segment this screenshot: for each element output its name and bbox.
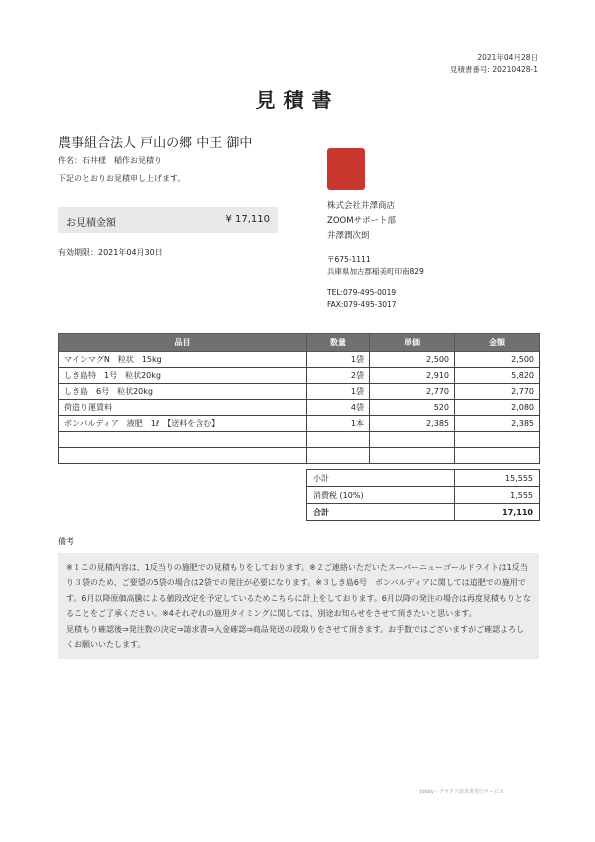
cell-quantity: 4袋 bbox=[307, 400, 370, 416]
cell-unit-price: 2,770 bbox=[370, 384, 455, 400]
cell-item-name: 荷造り運賃料 bbox=[59, 400, 307, 416]
table-row bbox=[59, 352, 540, 368]
sender-company: 株式会社井澤商店 bbox=[327, 201, 396, 211]
subtotal-label: 小計 bbox=[307, 470, 455, 487]
validity-date: 有効期限：2021年04月30日 bbox=[58, 248, 163, 257]
line-items-table bbox=[58, 333, 540, 464]
grand-total-label: 合計 bbox=[307, 504, 455, 521]
subject-line: 件名：石井様 稲作お見積り bbox=[58, 156, 162, 165]
cell-quantity bbox=[307, 432, 370, 448]
grand-total-value: 17,110 bbox=[455, 504, 540, 521]
column-header-amount: 金額 bbox=[455, 334, 540, 352]
cell-amount bbox=[455, 448, 540, 464]
cell-amount: 5,820 bbox=[455, 368, 540, 384]
quote-total-box bbox=[58, 207, 278, 233]
table-row bbox=[59, 416, 540, 432]
cell-quantity bbox=[307, 448, 370, 464]
quote-number: 見積書番号: 20210428-1 bbox=[449, 65, 538, 74]
cell-quantity: 1袋 bbox=[307, 384, 370, 400]
notes-title: 備考 bbox=[58, 537, 74, 546]
recipient-name: 農事組合法人 戸山の郷 中王 御中 bbox=[58, 136, 253, 151]
table-row bbox=[59, 432, 540, 448]
sender-person: 井澤潤次朗 bbox=[327, 231, 370, 241]
cell-item-name bbox=[59, 448, 307, 464]
tax-row bbox=[307, 487, 540, 504]
table-row bbox=[59, 384, 540, 400]
quote-total-value: ¥ 17,110 bbox=[225, 214, 270, 225]
footer-branding: Jobby - クラウド請求書発行サービス bbox=[420, 789, 504, 795]
notes-box bbox=[58, 553, 539, 659]
cell-quantity: 1本 bbox=[307, 416, 370, 432]
company-seal-stamp bbox=[327, 148, 365, 190]
table-row bbox=[59, 400, 540, 416]
cell-item-name bbox=[59, 432, 307, 448]
cell-unit-price: 520 bbox=[370, 400, 455, 416]
subtotal-row bbox=[307, 470, 540, 487]
column-header-item: 品目 bbox=[59, 334, 307, 352]
table-row bbox=[59, 368, 540, 384]
sender-address: 兵庫県加古郡稲美町印南829 bbox=[327, 267, 424, 276]
subtotal-value: 15,555 bbox=[455, 470, 540, 487]
quote-total-label: お見積金額 bbox=[66, 218, 116, 229]
cell-item-name: しき島特 1号 粒状20kg bbox=[59, 368, 307, 384]
cell-amount: 2,080 bbox=[455, 400, 540, 416]
cell-item-name: しき島 6号 粒状20kg bbox=[59, 384, 307, 400]
table-header-row bbox=[59, 334, 540, 352]
tax-label: 消費税 (10%) bbox=[307, 487, 455, 504]
cell-amount: 2,385 bbox=[455, 416, 540, 432]
cell-amount bbox=[455, 432, 540, 448]
table-row bbox=[59, 448, 540, 464]
column-header-unit-price: 単価 bbox=[370, 334, 455, 352]
cell-unit-price: 2,385 bbox=[370, 416, 455, 432]
cell-quantity: 2袋 bbox=[307, 368, 370, 384]
cell-unit-price bbox=[370, 432, 455, 448]
document-title: 見積書 bbox=[255, 88, 340, 112]
cell-amount: 2,770 bbox=[455, 384, 540, 400]
sender-postal: 〒675-1111 bbox=[327, 255, 371, 264]
cell-unit-price bbox=[370, 448, 455, 464]
issue-date: 2021年04月28日 bbox=[477, 53, 538, 62]
column-header-quantity: 数量 bbox=[307, 334, 370, 352]
notes-paragraph: 見積もり確認後⇒発注数の決定⇒請求書⇒入金確認⇒商品発送の段取りをさせて頂きます。お手数ではございますがご確認よろしくお願いいたします。 bbox=[66, 624, 525, 650]
summary-table bbox=[306, 469, 540, 521]
grand-total-row bbox=[307, 504, 540, 521]
cell-item-name: マインマグN 粒状 15kg bbox=[59, 352, 307, 368]
cell-unit-price: 2,910 bbox=[370, 368, 455, 384]
cell-quantity: 1袋 bbox=[307, 352, 370, 368]
cell-unit-price: 2,500 bbox=[370, 352, 455, 368]
tax-value: 1,555 bbox=[455, 487, 540, 504]
cell-amount: 2,500 bbox=[455, 352, 540, 368]
sender-department: ZOOMサポート部 bbox=[327, 216, 397, 226]
intro-text: 下記のとおりお見積申し上げます。 bbox=[58, 174, 186, 183]
cell-item-name: ボンバルディア 液肥 1ℓ 【送料を含む】 bbox=[59, 416, 307, 432]
sender-fax: FAX:079-495-3017 bbox=[327, 300, 397, 309]
notes-paragraph: ※１この見積内容は、1反当りの施肥での見積もりをしております。※２ご連絡いただいたスーパーニューゴールドライトは1反当り３袋のため、ご要望の5袋の場合は2袋での発注が必要になります。※３しき島6号 ボンバルディアに関しては追肥での施用です。6月以降原価高騰による値段改定を予定しているためこちらに計上をしております。6月以降の発注の場合は再度見積もりとなることをご了承ください。※4それぞれの施用タイミングに関しては、別途お知らせをさせて頂きたいと思います。 bbox=[66, 563, 531, 619]
sender-tel: TEL:079-495-0019 bbox=[327, 288, 397, 297]
